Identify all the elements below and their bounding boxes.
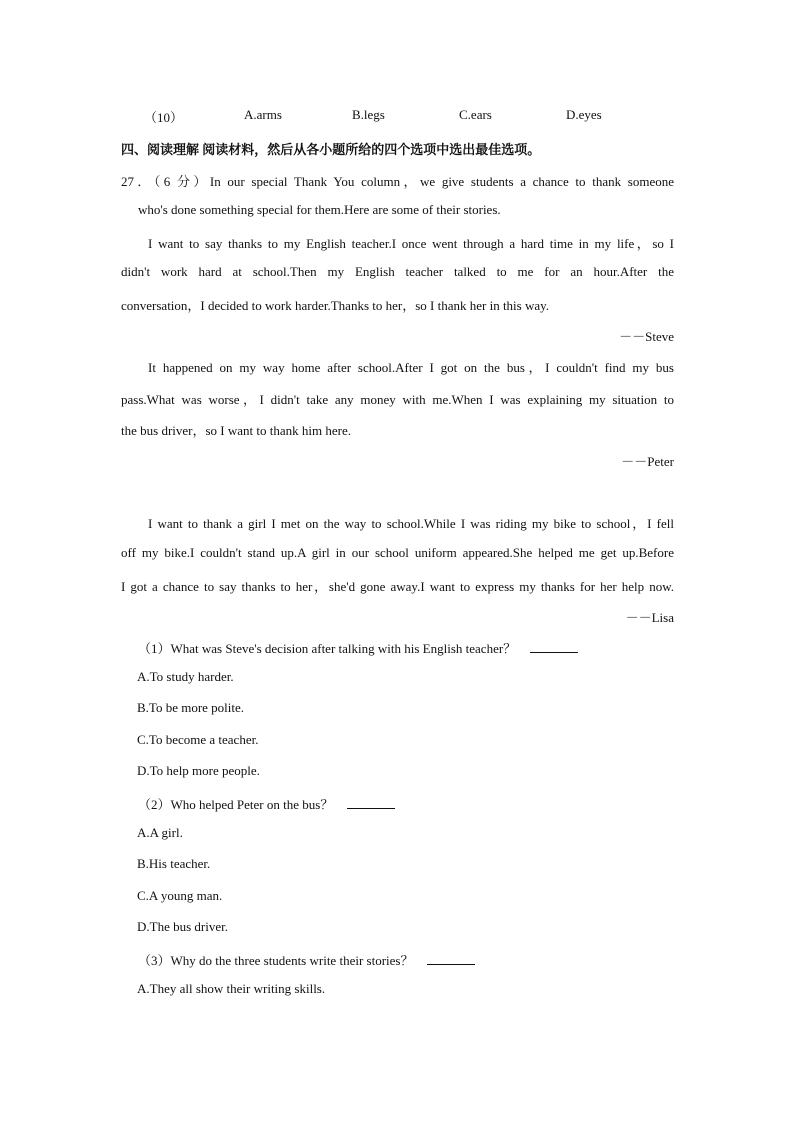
- question-3-stem: （3）Why do the three students write their stories？: [138, 953, 414, 968]
- lisa-line1: I want to thank a girl I met on the way to school.While I was riding my bike to school，I fell: [148, 516, 674, 531]
- q10-label: （10）: [144, 110, 184, 125]
- peter-signature: －－Peter: [621, 454, 674, 469]
- question-2-row: [138, 794, 395, 813]
- peter-line1: It happened on my way home after school.After I got on the bus，I couldn't find my bus: [148, 360, 674, 375]
- q2-option-c: C.A young man.: [137, 888, 223, 903]
- q10-option-d: D.eyes: [566, 107, 602, 122]
- lisa-line3: I got a chance to say thanks to her，she'd gone away.I want to express my thanks for her help now.: [121, 579, 674, 594]
- section-heading: 四、阅读理解 阅读材料，然后从各小题所给的四个选项中选出最佳选项。: [121, 142, 541, 157]
- q1-option-a: A.To study harder.: [137, 669, 234, 684]
- q2-option-a: A.A girl.: [137, 825, 183, 840]
- steve-line1: I want to say thanks to my English teacher.I once went through a hard time in my life，so I: [148, 236, 674, 251]
- q10-option-a: A.arms: [244, 107, 282, 122]
- question-3-row: [138, 950, 475, 969]
- answer-blank-3[interactable]: [427, 954, 475, 965]
- steve-line3: conversation，I decided to work harder.Thanks to her，so I thank her in this way.: [121, 298, 550, 313]
- q2-option-b: B.His teacher.: [137, 856, 211, 871]
- q10-option-b: B.legs: [352, 107, 385, 122]
- q27-intro-line2: who's done something special for them.Here are some of their stories.: [138, 202, 501, 217]
- q1-option-c: C.To become a teacher.: [137, 732, 259, 747]
- lisa-line2: off my bike.I couldn't stand up.A girl in our school uniform appeared.She helped me get up.Before: [121, 545, 674, 560]
- q2-option-d: D.The bus driver.: [137, 919, 228, 934]
- q10-option-c: C.ears: [459, 107, 492, 122]
- peter-line3: the bus driver，so I want to thank him here.: [121, 423, 351, 438]
- answer-blank-1[interactable]: [530, 642, 578, 653]
- q1-option-b: B.To be more polite.: [137, 700, 245, 715]
- question-2-stem: （2）Who helped Peter on the bus？: [138, 797, 334, 812]
- answer-blank-2[interactable]: [347, 798, 395, 809]
- q27-intro-line1: 27．（6 分）In our special Thank You column，we give students a chance to thank someone: [121, 174, 674, 189]
- peter-line2: pass.What was worse，I didn't take any money with me.When I was explaining my situation to: [121, 392, 674, 407]
- steve-signature: －－Steve: [619, 329, 674, 344]
- lisa-signature: －－Lisa: [625, 610, 674, 625]
- question-1-stem: （1）What was Steve's decision after talking with his English teacher？: [138, 641, 517, 656]
- question-1-row: [138, 638, 578, 657]
- steve-line2: didn't work hard at school.Then my English teacher talked to me for an hour.After the: [121, 264, 674, 279]
- q3-option-a: A.They all show their writing skills.: [137, 981, 326, 996]
- q1-option-d: D.To help more people.: [137, 763, 260, 778]
